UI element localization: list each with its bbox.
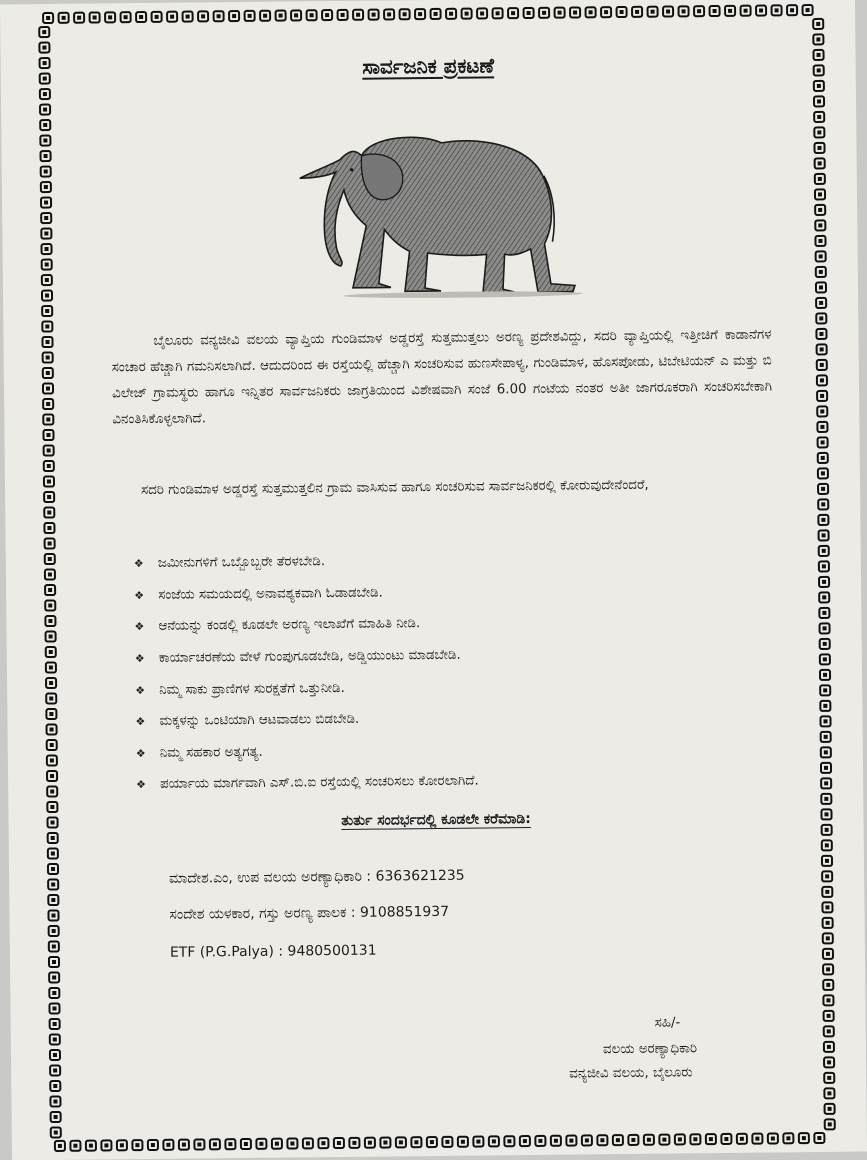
border-motif	[427, 1137, 437, 1147]
border-motif	[40, 135, 50, 145]
border-motif	[818, 437, 828, 447]
border-motif	[824, 1026, 834, 1036]
bullet-icon: ❖	[134, 588, 145, 603]
border-motif	[365, 1138, 375, 1148]
border-motif	[44, 476, 54, 486]
border-motif	[276, 11, 286, 21]
border-motif	[803, 5, 813, 15]
border-motif	[675, 1134, 685, 1144]
border-motif	[43, 352, 53, 362]
border-motif	[121, 12, 131, 22]
border-motif	[694, 6, 704, 16]
border-motif	[725, 6, 735, 16]
border-motif	[721, 1134, 731, 1144]
border-motif	[442, 1137, 452, 1147]
border-motif	[55, 1141, 65, 1151]
border-motif	[462, 9, 472, 19]
border-motif	[105, 12, 115, 22]
border-motif	[820, 639, 830, 649]
border-motif	[318, 1138, 328, 1148]
border-motif	[821, 732, 831, 742]
border-motif	[59, 13, 69, 23]
border-motif	[823, 964, 833, 974]
border-motif	[44, 445, 54, 455]
border-motif	[46, 662, 56, 672]
bullet-icon: ❖	[135, 715, 146, 729]
border-motif	[817, 344, 827, 354]
border-motif	[816, 313, 826, 323]
border-motif	[86, 1141, 96, 1151]
border-motif	[582, 1135, 592, 1145]
border-motif	[783, 1133, 793, 1143]
border-motif	[817, 360, 827, 370]
border-motif	[659, 1135, 669, 1145]
border-motif	[787, 5, 797, 15]
border-motif	[818, 468, 828, 478]
border-motif	[813, 19, 823, 29]
border-motif	[819, 623, 829, 633]
border-motif	[814, 81, 824, 91]
border-motif	[49, 941, 59, 951]
border-motif	[272, 1139, 282, 1149]
border-motif	[508, 8, 518, 18]
border-motif	[816, 282, 826, 292]
border-motif	[44, 492, 54, 502]
border-motif	[737, 1134, 747, 1144]
border-motif	[477, 8, 487, 18]
border-motif	[570, 7, 580, 17]
border-motif	[41, 166, 51, 176]
border-motif	[101, 1140, 111, 1150]
border-motif	[823, 949, 833, 959]
border-motif	[46, 709, 56, 719]
border-motif	[679, 6, 689, 16]
border-motif	[41, 213, 51, 223]
border-motif	[663, 6, 673, 16]
border-motif	[41, 244, 51, 254]
instruction-text: ಜಮೀನುಗಳಿಗೆ ಒಬ್ಬೊಬ್ಬರೇ ತೆರಳಬೇಡಿ.	[157, 554, 326, 572]
border-motif	[823, 980, 833, 990]
border-motif	[815, 189, 825, 199]
border-motif	[40, 104, 50, 114]
border-motif	[136, 12, 146, 22]
border-motif	[822, 825, 832, 835]
border-motif	[42, 275, 52, 285]
border-motif	[41, 151, 51, 161]
border-motif	[49, 988, 59, 998]
border-motif	[822, 871, 832, 881]
border-motif	[644, 1135, 654, 1145]
border-motif	[380, 1137, 390, 1147]
border-motif	[49, 1003, 59, 1013]
border-motif	[820, 701, 830, 711]
border-motif	[824, 1042, 834, 1052]
border-motif	[819, 592, 829, 602]
border-motif	[628, 1135, 638, 1145]
border-motif	[825, 1119, 835, 1129]
border-motif	[225, 1139, 235, 1149]
instruction-text: ನಿಮ್ಮ ಸಾಕು ಪ್ರಾಣಿಗಳ ಸುರಕ್ಷತೆಗೆ ಒತ್ತುನೀಡಿ.	[159, 680, 345, 698]
border-motif	[817, 391, 827, 401]
border-motif	[179, 1140, 189, 1150]
border-motif	[820, 685, 830, 695]
border-motif	[400, 9, 410, 19]
border-motif	[43, 414, 53, 424]
instruction-text: ಸಂಜೆಯ ಸಮಯದಲ್ಲಿ ಅನಾವಶ್ಯಕವಾಗಿ ಓಡಾಡಬೇಡಿ.	[158, 585, 383, 603]
border-motif	[822, 902, 832, 912]
border-motif	[43, 13, 53, 23]
border-motif	[815, 236, 825, 246]
border-motif	[39, 27, 49, 37]
instruction-text: ನಿಮ್ಮ ಸಹಕಾರ ಅತ್ಯಗತ್ಯ.	[159, 744, 263, 761]
border-motif	[152, 12, 162, 22]
border-motif	[49, 972, 59, 982]
instruction-text: ಮಕ್ಕಳನ್ನು ಒಂಟಿಯಾಗಿ ಆಟವಾಡಲು ಬಿಡಬೇಡಿ.	[159, 712, 360, 730]
border-motif	[816, 267, 826, 277]
border-motif	[825, 1104, 835, 1114]
border-motif	[821, 747, 831, 757]
instruction-text: ಕಾರ್ಯಾಚರಣೆಯ ವೇಳೆ ಗುಂಪುಗೂಡಬೇಡಿ, ಅಡ್ಡಿಯುಂಟು ಮಾಡಬೇಡಿ.	[158, 647, 461, 666]
border-motif	[245, 11, 255, 21]
border-motif	[229, 11, 239, 21]
border-motif	[821, 763, 831, 773]
border-motif	[815, 174, 825, 184]
border-motif	[535, 1136, 545, 1146]
border-motif	[816, 251, 826, 261]
border-motif	[415, 9, 425, 19]
instruction-item	[136, 763, 736, 801]
border-motif	[214, 11, 224, 21]
bullet-icon: ❖	[136, 778, 147, 792]
border-motif	[287, 1138, 297, 1148]
border-motif	[384, 9, 394, 19]
border-motif	[820, 716, 830, 726]
instruction-text: ಆನೆಯನ್ನು ಕಂಡಲ್ಲಿ ಕೂಡಲೇ ಅರಣ್ಯ ಇಲಾಖೆಗೆ ಮಾಹಿತಿ ನೀಡಿ.	[158, 616, 421, 635]
instruction-text: ಪರ್ಯಾಯ ಮಾರ್ಗವಾಗಿ ಎಸ್.ಬಿ.ಐ ರಸ್ತೆಯಲ್ಲಿ ಸಂಚರಿಸಲು ಕೋರಲಾಗಿದೆ.	[160, 773, 479, 793]
border-motif	[48, 833, 58, 843]
border-motif	[148, 1140, 158, 1150]
border-motif	[817, 422, 827, 432]
border-motif	[524, 8, 534, 18]
border-motif	[756, 5, 766, 15]
border-motif	[821, 794, 831, 804]
border-motif	[46, 647, 56, 657]
border-motif	[819, 546, 829, 556]
notice-title: ಸಾರ್ವಜನಿಕ ಪ್ರಕಟಣೆ	[362, 53, 495, 79]
border-motif	[48, 895, 58, 905]
border-motif	[50, 1050, 60, 1060]
border-motif	[44, 523, 54, 533]
border-motif	[411, 1137, 421, 1147]
border-motif	[814, 127, 824, 137]
intro-paragraph: ಬೈಲೂರು ವನ್ಯಜೀವಿ ವಲಯ ವ್ಯಾಪ್ತಿಯ ಗುಂಡಿಮಾಳ ಅಡ್ಡರಸ್ತೆ ಸುತ್ತಮುತ್ತಲು ಅರಣ್ಯ ಪ್ರದೇಶವಿದ್ದು, ಸದರಿ ವ್ಯಾಪ್ತಿಯಲ್ಲಿ ಇತ್ತೀಚಿಗೆ ಕಾಡಾನೆಗಳ ಸಂಚಾರ ಹೆಚ್ಚಾಗಿ ಗಮನಿಸಲಾಗಿದೆ. ಆದುದರಿಂದ ಈ ರಸ್ತೆಯಲ್ಲಿ ಹೆಚ್ಚಾಗಿ ಸಂಚರಿಸುವ ಹುಣಸೇಪಾಳ್ಯ, ಗುಂಡಿಮಾಳ, ಹೊಸಪೋಡು, ಟಿಬೇಟಿಯನ್ ಎ ಮತ್ತು ಬಿ ವಿಲೇಜ್ ಗ್ರಾಮಸ್ಥರು ಹಾಗೂ ಇನ್ನಿತರ ಸಾರ್ವಜನಿಕರು ಜಾಗ್ರತಿಯಿಂದ ವಿಶೇಷವಾಗಿ ಸಂಜೆ 6.00 ಗಂಟೆಯ ನಂತರ ಅತೀ ಜಾಗರೂಕರಾಗಿ ಸಂಚರಿಸಬೇಕಾಗಿ ವಿನಂತಿಸಿಕೊಳ್ಳಲಾಗಿದೆ.	[111, 327, 773, 428]
request-paragraph: ಸದರಿ ಗುಂಡಿಮಾಳ ಅಡ್ಡರಸ್ತೆ ಸುತ್ತಮುತ್ತಲಿನ ಗ್ರಾಮ ವಾಸಿಸುವ ಹಾಗೂ ಸಂಚರಿಸುವ ಸಾರ್ವಜನಿಕರಲ್ಲಿ ಕೋರುವುದೇನೆಂದರೆ,	[140, 477, 649, 499]
border-motif	[820, 670, 830, 680]
border-motif	[322, 10, 332, 20]
border-motif	[818, 499, 828, 509]
border-motif	[47, 724, 57, 734]
border-motif	[818, 484, 828, 494]
border-motif	[42, 290, 52, 300]
border-motif	[822, 840, 832, 850]
border-motif	[43, 368, 53, 378]
border-motif	[48, 910, 58, 920]
border-motif	[815, 205, 825, 215]
bullet-icon: ❖	[134, 652, 145, 666]
bullet-icon: ❖	[135, 683, 146, 697]
border-motif	[40, 120, 50, 130]
border-motif	[167, 12, 177, 22]
border-motif	[50, 1065, 60, 1075]
border-motif	[816, 329, 826, 339]
border-motif	[45, 585, 55, 595]
border-motif	[799, 1133, 809, 1143]
border-motif	[43, 430, 53, 440]
border-motif	[40, 89, 50, 99]
border-motif	[256, 1139, 266, 1149]
border-motif	[47, 771, 57, 781]
bullet-icon: ❖	[135, 746, 146, 760]
border-motif	[46, 631, 56, 641]
border-motif	[43, 399, 53, 409]
border-motif	[47, 802, 57, 812]
contact-deputy-rfo: ಮಾದೇಶ.ಎಂ, ಉಪ ವಲಯ ಅರಣ್ಯಾಧಿಕಾರಿ : 6363621235	[169, 867, 465, 887]
border-motif	[47, 786, 57, 796]
border-motif	[473, 1137, 483, 1147]
border-motif	[50, 1081, 60, 1091]
elephant-illustration	[291, 123, 593, 301]
border-motif	[768, 1133, 778, 1143]
border-motif	[458, 1137, 468, 1147]
border-motif	[817, 406, 827, 416]
border-motif	[824, 1057, 834, 1067]
border-motif	[163, 1140, 173, 1150]
border-motif	[44, 507, 54, 517]
border-motif	[824, 1073, 834, 1083]
border-motif	[815, 220, 825, 230]
border-motif	[632, 7, 642, 17]
border-motif	[241, 1139, 251, 1149]
border-motif	[50, 1019, 60, 1029]
border-motif	[50, 1034, 60, 1044]
border-motif	[117, 1140, 127, 1150]
border-motif	[772, 5, 782, 15]
border-motif	[446, 9, 456, 19]
border-motif	[819, 530, 829, 540]
border-motif	[823, 933, 833, 943]
border-motif	[823, 918, 833, 928]
border-motif	[396, 1137, 406, 1147]
border-motif	[45, 600, 55, 610]
border-motif	[539, 8, 549, 18]
border-motif	[504, 1136, 514, 1146]
border-motif	[431, 9, 441, 19]
border-motif	[260, 11, 270, 21]
border-motif	[710, 6, 720, 16]
border-motif	[823, 995, 833, 1005]
border-motif	[821, 778, 831, 788]
border-motif	[520, 1136, 530, 1146]
border-motif	[349, 1138, 359, 1148]
border-motif	[307, 10, 317, 20]
border-motif	[613, 1135, 623, 1145]
border-motif	[586, 7, 596, 17]
border-motif	[291, 10, 301, 20]
border-motif	[814, 112, 824, 122]
border-motif	[824, 1011, 834, 1021]
border-motif	[42, 259, 52, 269]
border-motif	[45, 538, 55, 548]
contact-forest-guard: ಸಂದೇಶ ಯಳಕಾರ, ಗಸ್ತು ಅರಣ್ಯ ಪಾಲಕ : 9108851937	[169, 903, 450, 923]
signature-sd: ಸಹಿ/-	[654, 1015, 681, 1031]
border-motif	[601, 7, 611, 17]
border-motif	[183, 11, 193, 21]
border-motif	[42, 337, 52, 347]
border-motif	[551, 1136, 561, 1146]
border-motif	[813, 34, 823, 44]
border-motif	[51, 1127, 61, 1137]
border-motif	[338, 10, 348, 20]
signature-office: ವನ್ಯಜೀವಿ ವಲಯ, ಬೈಲೂರು	[569, 1065, 693, 1082]
border-motif	[47, 740, 57, 750]
border-motif	[818, 453, 828, 463]
border-motif	[47, 755, 57, 765]
border-motif	[820, 654, 830, 664]
border-motif	[74, 13, 84, 23]
border-motif	[819, 608, 829, 618]
border-motif	[42, 321, 52, 331]
border-motif	[210, 1139, 220, 1149]
border-motif	[43, 383, 53, 393]
border-motif	[817, 375, 827, 385]
border-motif	[42, 306, 52, 316]
border-motif	[597, 1135, 607, 1145]
border-motif	[648, 7, 658, 17]
border-motif	[90, 12, 100, 22]
border-motif	[816, 298, 826, 308]
border-motif	[819, 561, 829, 571]
safety-instructions-list	[134, 542, 737, 801]
border-motif	[70, 1141, 80, 1151]
border-motif	[706, 1134, 716, 1144]
border-motif	[822, 887, 832, 897]
border-motif	[617, 7, 627, 17]
border-motif	[50, 1096, 60, 1106]
border-motif	[353, 10, 363, 20]
border-motif	[41, 228, 51, 238]
border-motif	[194, 1139, 204, 1149]
signature-designation: ವಲಯ ಅರಣ್ಯಾಧಿಕಾರಿ	[602, 1041, 698, 1058]
border-motif	[824, 1088, 834, 1098]
border-motif	[566, 1136, 576, 1146]
bullet-icon: ❖	[133, 557, 144, 571]
border-motif	[48, 864, 58, 874]
border-motif	[822, 856, 832, 866]
border-motif	[814, 143, 824, 153]
border-motif	[41, 197, 51, 207]
border-motif	[752, 1134, 762, 1144]
border-motif	[49, 957, 59, 967]
border-motif	[334, 1138, 344, 1148]
border-motif	[690, 1134, 700, 1144]
border-motif	[46, 678, 56, 688]
contact-etf: ETF (P.G.Palya) : 9480500131	[169, 942, 377, 961]
border-motif	[303, 1138, 313, 1148]
border-motif	[818, 515, 828, 525]
border-motif	[45, 554, 55, 564]
bullet-icon: ❖	[134, 620, 145, 634]
border-motif	[369, 10, 379, 20]
border-motif	[555, 8, 565, 18]
border-motif	[493, 8, 503, 18]
border-motif	[41, 182, 51, 192]
border-motif	[44, 461, 54, 471]
border-motif	[198, 11, 208, 21]
border-motif	[49, 926, 59, 936]
border-motif	[45, 616, 55, 626]
border-motif	[819, 577, 829, 587]
border-motif	[48, 848, 58, 858]
border-motif	[51, 1112, 61, 1122]
border-motif	[814, 96, 824, 106]
border-motif	[815, 158, 825, 168]
border-motif	[48, 879, 58, 889]
border-motif	[46, 693, 56, 703]
border-motif	[489, 1136, 499, 1146]
emergency-heading: ತುರ್ತು ಸಂದರ್ಭದಲ್ಲಿ ಕೂಡಲೇ ಕರೆಮಾಡಿ:	[341, 810, 531, 829]
border-motif	[45, 569, 55, 579]
border-motif	[132, 1140, 142, 1150]
border-motif	[39, 42, 49, 52]
border-motif	[814, 1133, 824, 1143]
border-motif	[741, 6, 751, 16]
